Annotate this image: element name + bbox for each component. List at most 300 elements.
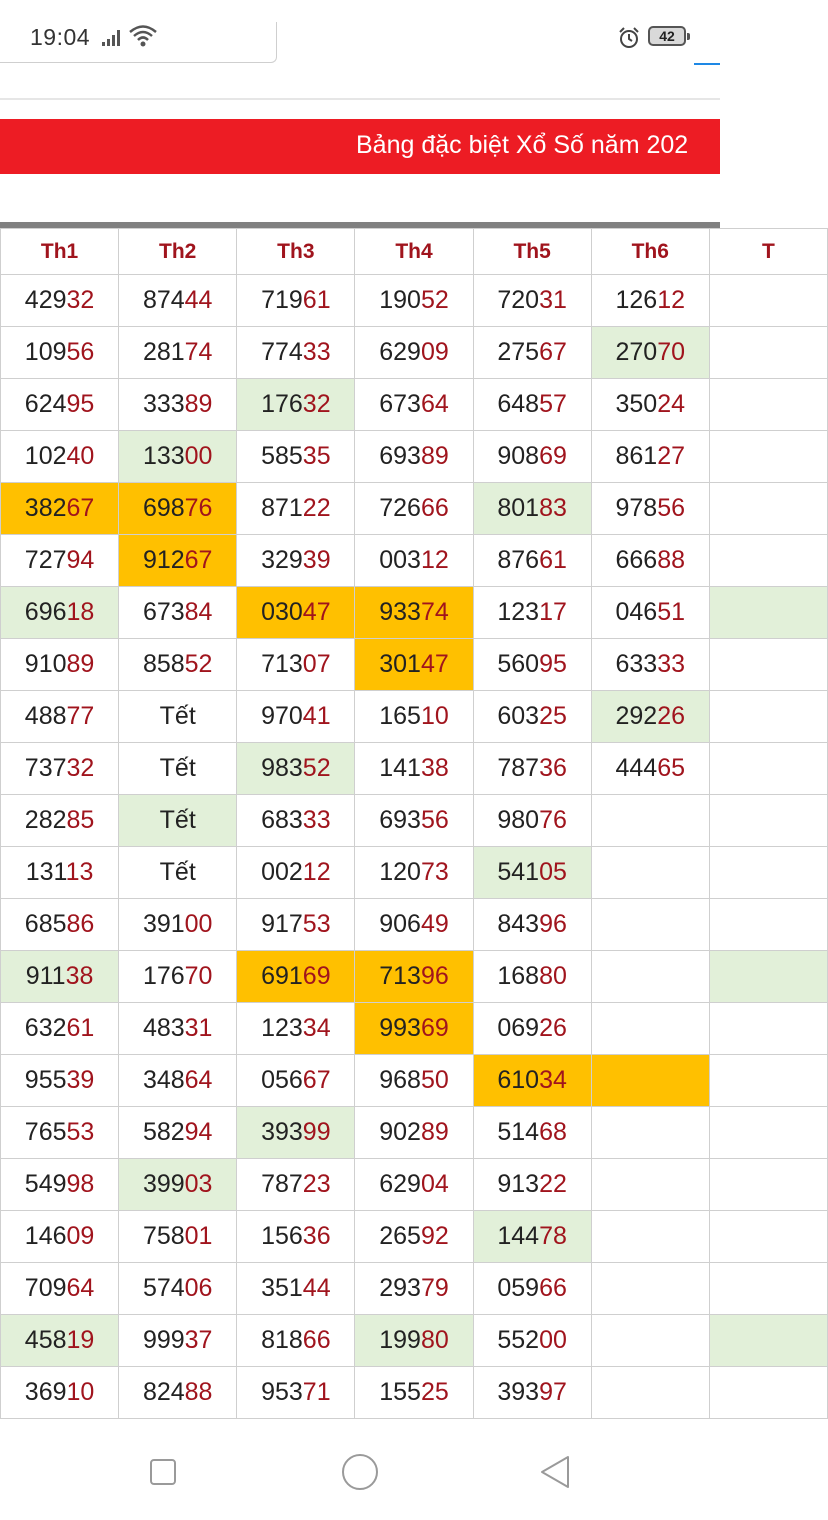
- result-number-tail: 80: [539, 962, 567, 990]
- result-number-lead: 824: [142, 1378, 185, 1406]
- result-cell: [355, 1159, 473, 1211]
- result-number-lead: 046: [615, 598, 658, 626]
- result-number-lead: 709: [24, 1274, 67, 1302]
- result-cell: [709, 327, 827, 379]
- result-cell: [355, 847, 473, 899]
- accent-line: [694, 63, 720, 65]
- result-number-tail: 66: [420, 494, 449, 522]
- result-cell: [237, 847, 355, 899]
- table-row: [1, 1003, 828, 1055]
- table-row: [1, 379, 828, 431]
- result-number-lead: 488: [24, 702, 67, 730]
- result-cell: [237, 535, 355, 587]
- result-cell: [237, 1263, 355, 1315]
- result-number-lead: 713: [379, 962, 421, 990]
- result-number-tail: 53: [302, 910, 331, 938]
- result-number-lead: 391: [142, 910, 185, 938]
- result-number-lead: 350: [615, 390, 658, 418]
- home-icon[interactable]: [342, 1454, 378, 1490]
- result-cell: [709, 275, 827, 327]
- result-number-tail: 44: [184, 286, 213, 314]
- column-header: Th5: [473, 229, 591, 275]
- result-number-lead: 685: [24, 910, 67, 938]
- result-number-lead: 673: [142, 598, 185, 626]
- result-cell: [237, 327, 355, 379]
- table-row: [1, 691, 828, 743]
- result-number-tail: 47: [302, 598, 331, 626]
- result-number-tail: 49: [420, 910, 449, 938]
- result-number-tail: 79: [420, 1274, 449, 1302]
- result-number-tail: 67: [302, 1066, 331, 1094]
- result-number-lead: 955: [24, 1066, 67, 1094]
- alarm-icon: [617, 26, 641, 50]
- result-number-lead: 696: [24, 598, 67, 626]
- search-box[interactable]: [0, 22, 277, 63]
- result-number-lead: 144: [497, 1222, 540, 1250]
- result-number-lead: 549: [24, 1170, 67, 1198]
- result-number-lead: 552: [497, 1326, 540, 1354]
- result-number-lead: 120: [379, 858, 421, 886]
- result-number-lead: 726: [379, 494, 421, 522]
- result-number-tail: 64: [184, 1066, 213, 1094]
- result-cell: [237, 275, 355, 327]
- result-cell: [591, 1367, 709, 1419]
- table-row: [1, 1055, 828, 1107]
- result-number-lead: 483: [142, 1014, 185, 1042]
- result-cell: [237, 691, 355, 743]
- result-number-lead: 691: [261, 962, 303, 990]
- status-time: 19:04: [30, 24, 91, 50]
- result-cell: [473, 1367, 591, 1419]
- battery-indicator: 42: [648, 26, 686, 46]
- result-cell: [237, 1107, 355, 1159]
- result-cell: [355, 379, 473, 431]
- result-number-tail: 38: [420, 754, 449, 782]
- result-number-tail: 36: [302, 1222, 331, 1250]
- result-number-lead: 165: [379, 702, 421, 730]
- result-cell: [591, 795, 709, 847]
- result-cell: [473, 691, 591, 743]
- result-number-lead: 953: [261, 1378, 303, 1406]
- table-row: [1, 1107, 828, 1159]
- result-number-lead: 003: [379, 546, 421, 574]
- result-number-tail: 31: [184, 1014, 213, 1042]
- result-cell: [1, 1367, 119, 1419]
- result-number-lead: 126: [615, 286, 658, 314]
- result-number-tail: 74: [184, 338, 213, 366]
- result-number-lead: 698: [142, 494, 185, 522]
- result-cell: [591, 691, 709, 743]
- result-number-tail: 32: [66, 754, 95, 782]
- result-cell: [355, 483, 473, 535]
- result-cell: [1, 535, 119, 587]
- result-cell: [1, 1107, 119, 1159]
- result-cell: [473, 1211, 591, 1263]
- result-cell: [237, 431, 355, 483]
- result-number-tail: 32: [66, 286, 95, 314]
- result-number-lead: 978: [615, 494, 658, 522]
- result-number-lead: 871: [261, 494, 303, 522]
- result-number-lead: 069: [497, 1014, 540, 1042]
- result-cell: [355, 1107, 473, 1159]
- result-number-lead: 541: [497, 858, 540, 886]
- result-number-lead: 719: [261, 286, 303, 314]
- result-number-lead: 720: [497, 286, 540, 314]
- result-number-lead: 933: [379, 598, 421, 626]
- result-cell: [709, 639, 827, 691]
- column-header: T: [709, 229, 827, 275]
- result-number-tail: 64: [66, 1274, 95, 1302]
- result-cell: [709, 1003, 827, 1055]
- result-number-tail: 56: [420, 806, 449, 834]
- result-cell: [473, 899, 591, 951]
- result-cell: [709, 379, 827, 431]
- result-number-tail: 67: [539, 338, 567, 366]
- table-row: [1, 1367, 828, 1419]
- result-number-tail: 18: [66, 598, 95, 626]
- result-cell: [119, 951, 237, 1003]
- result-number-tail: 32: [302, 390, 331, 418]
- result-cell: [473, 743, 591, 795]
- result-number-lead: 109: [24, 338, 67, 366]
- result-cell: [1, 1211, 119, 1263]
- result-number-tail: 56: [66, 338, 95, 366]
- result-number-lead: 818: [261, 1326, 303, 1354]
- back-icon[interactable]: [538, 1454, 572, 1490]
- result-number-lead: 141: [379, 754, 421, 782]
- title-banner: [0, 119, 720, 174]
- header-row: [1, 229, 828, 275]
- result-number-tail: 13: [65, 858, 94, 886]
- result-number-tail: 37: [184, 1326, 213, 1354]
- navigation-bar: [0, 1426, 720, 1520]
- result-number-tail: 89: [66, 650, 95, 678]
- result-number-lead: 666: [615, 546, 658, 574]
- result-cell: [473, 379, 591, 431]
- result-cell: [1, 847, 119, 899]
- result-cell: [355, 1367, 473, 1419]
- result-cell: [355, 1055, 473, 1107]
- result-cell: [591, 431, 709, 483]
- result-number-tail: 34: [539, 1066, 567, 1094]
- result-number-lead: 632: [24, 1014, 67, 1042]
- result-number-tail: 40: [66, 442, 95, 470]
- result-number-tail: 33: [302, 338, 331, 366]
- result-number-tail: 56: [657, 494, 686, 522]
- result-number-tail: 71: [302, 1378, 331, 1406]
- result-cell: [1, 327, 119, 379]
- result-number-lead: 917: [261, 910, 303, 938]
- result-cell: [473, 1263, 591, 1315]
- result-number-tail: 73: [420, 858, 449, 886]
- result-number-tail: 76: [539, 806, 567, 834]
- result-number-tail: 52: [302, 754, 331, 782]
- result-number-tail: 33: [302, 806, 331, 834]
- result-number-lead: 133: [142, 442, 185, 470]
- result-number-tail: 35: [302, 442, 331, 470]
- table-row: [1, 639, 828, 691]
- result-number-tail: 22: [302, 494, 331, 522]
- result-number-lead: 603: [497, 702, 540, 730]
- result-cell: [473, 1159, 591, 1211]
- result-cell: [119, 275, 237, 327]
- result-number-tail: 61: [539, 546, 567, 574]
- result-number-tail: 97: [539, 1378, 567, 1406]
- result-number-lead: 458: [24, 1326, 67, 1354]
- result-cell: [237, 899, 355, 951]
- result-number-lead: 629: [379, 338, 421, 366]
- result-number-tail: 38: [65, 962, 94, 990]
- result-cell: [473, 1107, 591, 1159]
- result-number-tail: 25: [420, 1378, 449, 1406]
- result-cell: [709, 1263, 827, 1315]
- result-cell: [119, 899, 237, 951]
- result-number-tail: 77: [66, 702, 95, 730]
- result-number-lead: 980: [497, 806, 540, 834]
- result-cell: [355, 743, 473, 795]
- table-row: [1, 275, 828, 327]
- result-number-tail: 99: [302, 1118, 331, 1146]
- column-header: Th3: [237, 229, 355, 275]
- result-number-lead: 765: [24, 1118, 67, 1146]
- result-number-lead: 843: [497, 910, 540, 938]
- result-number-lead: 030: [261, 598, 303, 626]
- result-cell: [709, 691, 827, 743]
- result-number-tail: 83: [539, 494, 567, 522]
- result-cell: [237, 379, 355, 431]
- result-cell: [1, 379, 119, 431]
- result-number-lead: 131: [25, 858, 66, 886]
- result-number-tail: 98: [66, 1170, 95, 1198]
- result-number-lead: 282: [24, 806, 67, 834]
- result-cell: [355, 587, 473, 639]
- result-number-tail: 12: [302, 858, 331, 886]
- result-number-lead: 970: [261, 702, 303, 730]
- result-number-lead: 582: [142, 1118, 185, 1146]
- result-number-tail: 88: [657, 546, 686, 574]
- result-number-lead: 585: [261, 442, 303, 470]
- result-number-lead: 293: [379, 1274, 421, 1302]
- result-number-tail: 47: [420, 650, 449, 678]
- result-number-tail: 67: [184, 546, 213, 574]
- result-number-tail: 61: [66, 1014, 95, 1042]
- result-number-lead: 156: [261, 1222, 303, 1250]
- result-number-lead: 787: [497, 754, 540, 782]
- result-cell: [473, 1055, 591, 1107]
- result-number-lead: 348: [142, 1066, 185, 1094]
- result-number-tail: 86: [66, 910, 95, 938]
- result-number-lead: 774: [261, 338, 303, 366]
- result-number-tail: 96: [420, 962, 449, 990]
- result-number-tail: 66: [539, 1274, 567, 1302]
- table-row: [1, 1211, 828, 1263]
- result-cell: [591, 743, 709, 795]
- result-number-lead: 758: [142, 1222, 185, 1250]
- result-number-lead: 176: [261, 390, 303, 418]
- result-cell: [1, 1003, 119, 1055]
- result-number-lead: 913: [497, 1170, 540, 1198]
- table-row: [1, 1159, 828, 1211]
- result-cell: [709, 1159, 827, 1211]
- result-number-tail: 05: [539, 858, 567, 886]
- result-number-tail: 03: [184, 1170, 213, 1198]
- result-number-lead: 393: [261, 1118, 303, 1146]
- result-cell: [473, 275, 591, 327]
- result-number-lead: 393: [497, 1378, 540, 1406]
- result-cell: [473, 1315, 591, 1367]
- result-cell: [119, 1107, 237, 1159]
- result-cell: [709, 1315, 827, 1367]
- result-number-tail: 70: [657, 338, 686, 366]
- result-number-lead: 281: [142, 338, 185, 366]
- result-number-lead: 624: [24, 390, 67, 418]
- result-number-tail: 25: [539, 702, 567, 730]
- result-number-lead: 911: [25, 962, 66, 990]
- result-number-tail: 39: [302, 546, 331, 574]
- result-number-lead: 902: [379, 1118, 421, 1146]
- table-row: [1, 847, 828, 899]
- result-number-lead: 693: [379, 806, 421, 834]
- result-cell: [473, 431, 591, 483]
- result-cell: [473, 327, 591, 379]
- result-cell: [591, 379, 709, 431]
- result-number-lead: 146: [24, 1222, 67, 1250]
- result-cell: [1, 951, 119, 1003]
- result-number-lead: 629: [379, 1170, 421, 1198]
- result-number-tail: 50: [420, 1066, 449, 1094]
- result-number-lead: 275: [497, 338, 540, 366]
- result-number-tail: 26: [657, 702, 686, 730]
- table-row: [1, 899, 828, 951]
- table-row: [1, 535, 828, 587]
- result-number-lead: 861: [615, 442, 658, 470]
- result-cell: [355, 899, 473, 951]
- result-cell: Tết: [119, 743, 237, 795]
- result-number-tail: 09: [420, 338, 449, 366]
- result-number-lead: 983: [261, 754, 303, 782]
- result-number-tail: 94: [66, 546, 95, 574]
- result-cell: [473, 795, 591, 847]
- result-number-tail: 67: [66, 494, 95, 522]
- result-number-tail: 44: [302, 1274, 331, 1302]
- result-number-lead: 190: [379, 286, 421, 314]
- result-cell: [237, 1159, 355, 1211]
- result-cell: [355, 951, 473, 1003]
- divider: [0, 98, 720, 100]
- result-number-tail: 89: [420, 442, 449, 470]
- result-cell: [709, 483, 827, 535]
- result-number-lead: 399: [142, 1170, 185, 1198]
- results-table-container[interactable]: [0, 222, 775, 1426]
- result-number-tail: 69: [539, 442, 567, 470]
- result-number-tail: 57: [539, 390, 567, 418]
- result-number-lead: 429: [24, 286, 67, 314]
- recent-apps-icon[interactable]: [150, 1459, 176, 1485]
- result-cell: [237, 1367, 355, 1419]
- result-cell: [591, 1055, 709, 1107]
- result-number-lead: 910: [24, 650, 67, 678]
- result-number-tail: 34: [302, 1014, 331, 1042]
- result-number-tail: 01: [184, 1222, 213, 1250]
- table-row: [1, 795, 828, 847]
- result-cell: [473, 587, 591, 639]
- result-cell: [355, 535, 473, 587]
- result-number-lead: 999: [142, 1326, 185, 1354]
- result-number-lead: 059: [497, 1274, 540, 1302]
- result-number-tail: 78: [539, 1222, 567, 1250]
- result-number-lead: 610: [497, 1066, 540, 1094]
- result-number-lead: 270: [615, 338, 658, 366]
- result-number-tail: 06: [184, 1274, 213, 1302]
- result-number-tail: 00: [184, 910, 213, 938]
- result-cell: [237, 639, 355, 691]
- result-number-lead: 176: [142, 962, 185, 990]
- result-cell: [591, 535, 709, 587]
- column-header: Th6: [591, 229, 709, 275]
- result-cell: [709, 535, 827, 587]
- result-number-tail: 04: [420, 1170, 449, 1198]
- result-cell: [591, 1107, 709, 1159]
- result-number-lead: 056: [261, 1066, 303, 1094]
- result-cell: [1, 743, 119, 795]
- result-cell: [119, 1263, 237, 1315]
- result-cell: [709, 1055, 827, 1107]
- result-number-tail: 12: [657, 286, 686, 314]
- result-cell: [709, 743, 827, 795]
- result-cell: [1, 639, 119, 691]
- result-number-tail: 96: [539, 910, 567, 938]
- result-cell: [1, 691, 119, 743]
- result-number-tail: 09: [66, 1222, 95, 1250]
- result-number-lead: 908: [497, 442, 540, 470]
- result-cell: [237, 1003, 355, 1055]
- result-number-lead: 801: [497, 494, 540, 522]
- result-cell: [355, 1211, 473, 1263]
- result-number-tail: 89: [184, 390, 213, 418]
- column-header: Th1: [1, 229, 119, 275]
- result-number-lead: 292: [615, 702, 658, 730]
- result-number-lead: 382: [24, 494, 67, 522]
- result-cell: [1, 431, 119, 483]
- result-cell: [591, 1159, 709, 1211]
- result-cell: [1, 1315, 119, 1367]
- table-row: [1, 1263, 828, 1315]
- result-cell: [1, 795, 119, 847]
- result-cell: [591, 275, 709, 327]
- result-number-tail: 70: [184, 962, 213, 990]
- result-number-lead: 727: [24, 546, 67, 574]
- result-cell: [591, 1315, 709, 1367]
- result-number-lead: 574: [142, 1274, 185, 1302]
- result-cell: [119, 327, 237, 379]
- result-cell: [709, 951, 827, 1003]
- result-cell: [709, 795, 827, 847]
- result-cell: [591, 587, 709, 639]
- result-cell: [355, 327, 473, 379]
- result-number-lead: 351: [261, 1274, 303, 1302]
- result-number-lead: 514: [497, 1118, 540, 1146]
- result-number-tail: 64: [420, 390, 449, 418]
- result-number-tail: 41: [302, 702, 331, 730]
- result-number-tail: 52: [184, 650, 213, 678]
- result-number-lead: 683: [261, 806, 303, 834]
- result-cell: [237, 951, 355, 1003]
- result-cell: Tết: [119, 691, 237, 743]
- result-cell: [473, 847, 591, 899]
- result-cell: [237, 1211, 355, 1263]
- result-number-lead: 633: [615, 650, 658, 678]
- result-cell: Tết: [119, 847, 237, 899]
